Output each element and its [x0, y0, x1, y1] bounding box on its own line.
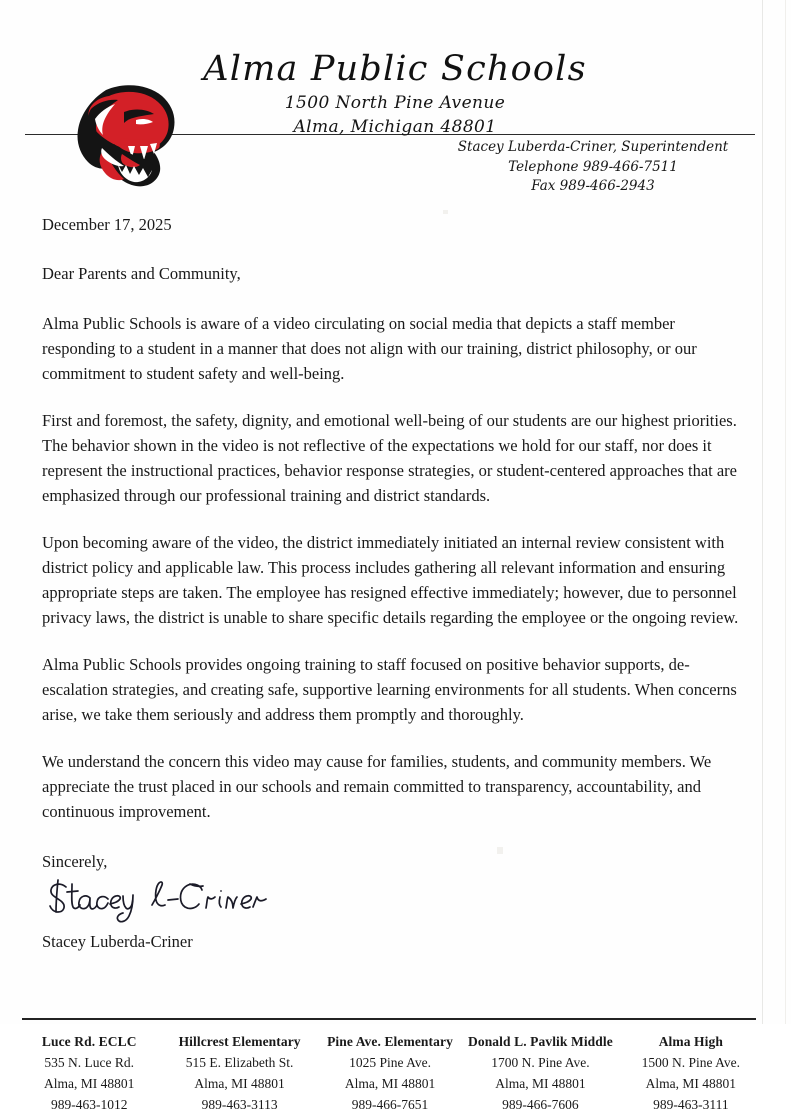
footer-school-name: Hillcrest Elementary [178, 1034, 301, 1049]
footer-school-street: 1500 N. Pine Ave. [641, 1054, 741, 1070]
footer-school-phone: 989-463-3111 [653, 1096, 729, 1112]
letterhead [0, 0, 791, 200]
footer-school-phone: 989-463-1012 [50, 1096, 128, 1112]
footer-school-street: 1700 N. Pine Ave. [491, 1054, 590, 1070]
footer-school-phone: 989-463-3113 [201, 1096, 278, 1112]
footer-school-name: Pine Ave. Elementary [327, 1034, 453, 1049]
footer-school-city: Alma, MI 48801 [645, 1075, 737, 1091]
footer-school-item [315, 1032, 465, 1116]
footer-school-name: Luce Rd. ECLC [41, 1034, 137, 1049]
footer-school-list [14, 1032, 766, 1116]
panther-head-logo-icon [62, 78, 187, 190]
letter-paragraph: Upon becoming aware of the video, the district immediately initiated an internal review consistent with district policy and applicable law. This process includes gathering all relevant information and ensuring appropriate steps are taken. The employee has resigned effective immediately; however, due to personnel privacy laws, the district is unable to share specific details regarding the employee or the ongoing review. [42, 532, 739, 627]
footer-school-city: Alma, MI 48801 [344, 1075, 436, 1091]
signer-printed-name: Stacey Luberda-Criner [42, 932, 193, 952]
letterhead-title-block [195, 49, 595, 137]
footer-divider [22, 1018, 756, 1020]
letter-date: December 17, 2025 [42, 215, 172, 234]
school-name: Alma Public Schools [203, 49, 587, 89]
letter-salutation: Dear Parents and Community, [42, 263, 241, 283]
footer-school-item [616, 1032, 766, 1116]
letter-body [42, 213, 747, 955]
footer-school-phone: 989-466-7606 [502, 1096, 579, 1112]
footer-school-city: Alma, MI 48801 [44, 1075, 135, 1091]
footer-school-item [465, 1032, 615, 1116]
footer-school-item [164, 1032, 314, 1116]
superintendent-name: Stacey Luberda-Criner, Superintendent [457, 139, 729, 155]
footer-school-city: Alma, MI 48801 [194, 1075, 285, 1091]
letterhead-contact-block [443, 138, 743, 197]
scan-speck [443, 210, 448, 214]
handwritten-signature [44, 878, 747, 924]
footer-school-city: Alma, MI 48801 [495, 1075, 586, 1091]
telephone-line: Telephone 989-466-7511 [508, 158, 678, 175]
footer-school-street: 515 E. Elizabeth St. [185, 1054, 294, 1070]
footer-school-name: Donald L. Pavlik Middle [468, 1034, 613, 1049]
letter-paragraph: First and foremost, the safety, dignity, and emotional well-being of our students are our highest priorities. The behavior shown in the video is not reflective of the expectations we hold for our staff, nor does it represent the instructional practices, behavior response strategies, or student-centered approaches that are emphasized through our professional training and district standards. [42, 410, 737, 505]
letterhead-address-line2: Alma, Michigan 48801 [293, 117, 497, 137]
scan-speck [497, 847, 503, 854]
letter-paragraph: We understand the concern this video may cause for families, students, and community members. We appreciate the trust placed in our schools and remain committed to transparency, accountability, and continuous improvement. [42, 751, 712, 821]
footer-school-phone: 989-466-7651 [351, 1096, 429, 1112]
footer-school-name: Alma High [658, 1034, 723, 1049]
letter-paragraph: Alma Public Schools is aware of a video circulating on social media that depicts a staff member responding to a student in a manner that does not align with our training, district philosophy, or our commitment to student safety and well-being. [42, 313, 697, 383]
footer-school-street: 535 N. Luce Rd. [44, 1054, 134, 1070]
footer-school-item [14, 1032, 164, 1116]
fax-line: Fax 989-466-2943 [531, 178, 655, 195]
letter-closing: Sincerely, [42, 851, 108, 871]
letter-paragraph: Alma Public Schools provides ongoing training to staff focused on positive behavior supports, de-escalation strategies, and creating safe, supportive learning environments for all students. When concerns arise, we take them seriously and address them promptly and thoroughly. [42, 654, 737, 724]
letterhead-address-line1: 1500 North Pine Avenue [284, 93, 506, 113]
footer-school-street: 1025 Pine Ave. [349, 1054, 431, 1070]
